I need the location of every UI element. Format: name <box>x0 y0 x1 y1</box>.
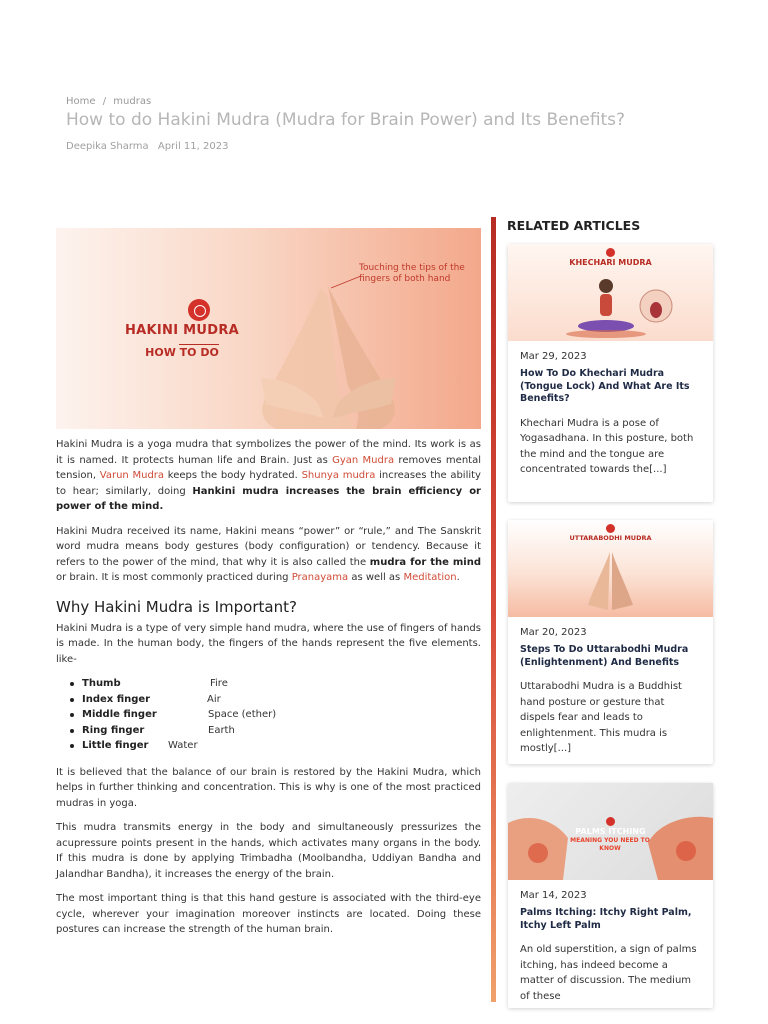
hero-note: Touching the tips of the fingers of both hand <box>359 263 465 284</box>
yoga-figure-illustration <box>508 244 713 341</box>
breadcrumb-separator: / <box>102 96 107 107</box>
sidebar-divider <box>491 217 496 1002</box>
meditation-link[interactable]: Meditation <box>403 572 457 583</box>
third-eye-paragraph: The most important thing is that this hand gesture is associated with the third-eye cycle, wherever your imagination moreover instincts are located. Doing these postures can increase the strength of the human brain. <box>56 893 481 935</box>
thumbnail-label: PALMS ITCHING <box>575 827 646 836</box>
hero-image <box>56 228 481 429</box>
card-date: Mar 14, 2023 <box>520 890 587 901</box>
elements-intro: Hakini Mudra is a type of very simple hand mudra, where the use of fingers of hands is made. In the human body, the fingers of the hands represent the five elements. like- <box>56 622 481 665</box>
byline <box>66 141 228 152</box>
intro-paragraph: Hakini Mudra is a yoga mudra that symbolizes the power of the mind. Its work is as it is named. It protects human life and Brain. Just as Gyan Mudra removes mental tension, Varun Mudra keeps the body hydrated. Shunya mudra increases the ability to hear; similarly, doing Hankini mudra increases the brain efficiency or power of the mind. <box>56 439 481 512</box>
page-title: How to do Hakini Mudra (Mudra for Brain Power) and Its Benefits? <box>66 110 626 130</box>
thumbnail-label: UTTARABODHI MUDRA <box>569 534 652 542</box>
related-article-card[interactable] <box>508 244 713 502</box>
name-paragraph: Hakini Mudra received its name, Hakini means “power” or “rule,” and The Sanskrit word mudra means body gestures (body configuration) or tendency. Because it refers to the power of the mind, that why it is also called the mudra for the mind or brain. It is most commonly practiced during Pranayama as well as Meditation. <box>56 525 481 583</box>
list-item: Little finger Water <box>70 738 481 754</box>
breadcrumb-home-link[interactable]: Home <box>66 96 96 107</box>
list-item: Middle finger Space (ether) <box>70 707 481 723</box>
related-articles-heading: RELATED ARTICLES <box>507 218 641 233</box>
energy-paragraph: This mudra transmits energy in the body and simultaneously pressurizes the acupressure points present in the hands, which activates many organs in the body. If this mudra is done by applying Trimbadha (Moolbandha, Uddiyan Bandha and Jalandhar Bandha), it increases the energy of the brain. <box>56 822 481 880</box>
brand-logo-icon <box>606 817 615 826</box>
list-item: Ring finger Earth <box>70 723 481 739</box>
breadcrumb <box>66 96 155 107</box>
section-heading: Why Hakini Mudra is Important? <box>56 597 297 616</box>
card-thumbnail[interactable] <box>508 520 713 617</box>
elements-list <box>70 676 481 754</box>
card-excerpt: An old superstition, a sign of palms itching, has indeed become a matter of discussion. The medium of these <box>520 944 697 1002</box>
card-title-link[interactable]: Palms Itching: Itchy Right Palm, Itchy Left Palm <box>520 907 692 931</box>
gyan-mudra-link[interactable]: Gyan Mudra <box>332 454 395 466</box>
card-excerpt: Khechari Mudra is a pose of Yogasadhana. In this posture, both the mind and the tongue are concentrated towards the[...] <box>520 417 694 475</box>
brand-logo-icon <box>188 299 210 321</box>
card-date: Mar 29, 2023 <box>520 351 587 362</box>
list-item: Thumb Fire <box>70 676 481 692</box>
varun-mudra-link[interactable]: Varun Mudra <box>99 470 165 481</box>
card-title-link[interactable]: Steps To Do Uttarabodhi Mudra (Enlightenment) And Benefits <box>520 644 689 668</box>
pranayama-link[interactable]: Pranayama <box>291 572 349 583</box>
hero-divider <box>179 341 219 345</box>
card-title-link[interactable]: How To Do Khechari Mudra (Tongue Lock) And What Are Its Benefits? <box>520 368 690 404</box>
card-excerpt: Uttarabodhi Mudra is a Buddhist hand posture or gesture that dispels fear and leads to enlightenment. This mudra is mostly[...] <box>520 681 682 754</box>
thumbnail-label: KHECHARI MUDRA <box>569 258 652 267</box>
list-item: Index finger Air <box>70 692 481 708</box>
author-link[interactable]: Deepika Sharma <box>66 141 149 152</box>
hero-subtitle: HOW TO DO <box>145 346 219 359</box>
breadcrumb-category-link[interactable]: mudras <box>113 96 152 107</box>
hero-title: HAKINI MUDRA <box>124 323 240 338</box>
related-article-card[interactable] <box>508 520 713 764</box>
thumbnail-sublabel: MEANING YOU NEED TO KNOW <box>570 837 650 852</box>
shunya-mudra-link[interactable]: Shunya mudra <box>301 470 376 481</box>
article-body <box>56 437 481 947</box>
publish-date: April 11, 2023 <box>157 141 229 152</box>
card-thumbnail[interactable] <box>508 783 713 880</box>
article-header <box>0 0 768 200</box>
related-article-card[interactable] <box>508 783 713 1008</box>
mudra-hands-illustration <box>508 520 713 617</box>
balance-paragraph: It is believed that the balance of our brain is restored by the Hakini Mudra, which helps in further thinking and concentration. This is why is one of the most practiced mudras in yoga. <box>56 766 481 809</box>
card-thumbnail[interactable] <box>508 244 713 341</box>
card-date: Mar 20, 2023 <box>520 627 587 638</box>
